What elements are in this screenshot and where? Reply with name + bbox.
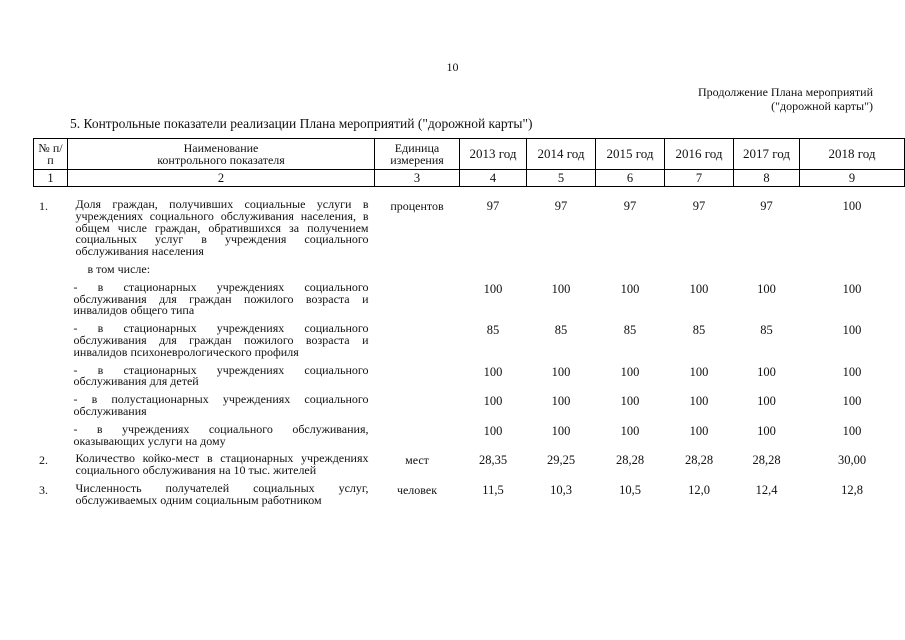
column-number-row <box>34 170 905 187</box>
value-2016 <box>665 264 734 282</box>
value-2013: 97 <box>486 199 500 213</box>
table-row <box>34 483 905 513</box>
value-2018: 12,8 <box>841 482 863 497</box>
indicator-unit <box>375 424 460 454</box>
value-2017: 12,4 <box>755 482 778 497</box>
indicator-name: Доля граждан, получивших социальные услуги в учреждениях социального обслуживания населения, в общем числе граждан, обратившихся за получением социальных услуг в учреждения социального обслуживания населения <box>75 197 369 259</box>
header-year: 2015 год <box>596 139 665 170</box>
column-number: 7 <box>665 170 734 187</box>
value-2013: 28,35 <box>478 453 508 468</box>
value-2013: 100 <box>483 364 503 379</box>
value-2017: 28,28 <box>752 453 781 468</box>
value-2016: 97 <box>692 199 706 213</box>
row-number <box>34 424 68 454</box>
indicator-name: в том числе: <box>87 261 151 276</box>
row-number <box>34 323 68 364</box>
value-2018: 100 <box>842 323 862 338</box>
value-2014: 85 <box>554 323 568 338</box>
value-2014: 97 <box>554 199 568 213</box>
value-2018: 100 <box>842 281 862 296</box>
header-unit-line-1: Единица <box>394 141 440 155</box>
value-2016: 100 <box>689 281 709 296</box>
row-number <box>34 365 68 395</box>
value-2018: 30,00 <box>837 453 867 468</box>
value-2015: 10,5 <box>619 482 641 497</box>
column-number: 1 <box>34 170 68 187</box>
column-number: 3 <box>375 170 460 187</box>
header-name-line-2: контрольного показателя <box>157 153 285 167</box>
header-year: 2016 год <box>665 139 734 170</box>
header-unit-line-2: измерения <box>390 153 444 167</box>
column-number: 6 <box>596 170 665 187</box>
value-2018: 100 <box>842 199 862 213</box>
row-number: 1. <box>39 199 48 213</box>
header-year: 2018 год <box>800 139 905 170</box>
value-2013: 100 <box>483 423 503 438</box>
indicator-name: - в стационарных учреждениях социального обслуживания для детей <box>73 362 369 389</box>
value-2014: 100 <box>551 364 571 379</box>
value-2015: 100 <box>620 394 640 409</box>
indicator-name: - в стационарных учреждениях социального обслуживания для граждан пожилого возраста и инвалидов психоневрологического профиля <box>73 321 369 359</box>
row-number <box>34 394 68 424</box>
header-num: № п/п <box>34 139 68 170</box>
header-year: 2014 год <box>527 139 596 170</box>
indicator-unit: мест <box>405 453 429 468</box>
value-2014: 100 <box>551 281 571 296</box>
value-2017: 100 <box>757 364 776 379</box>
value-2016: 85 <box>692 323 706 338</box>
header-year: 2013 год <box>460 139 527 170</box>
table-row <box>34 394 905 424</box>
value-2017: 100 <box>757 394 776 409</box>
value-2014 <box>527 264 596 282</box>
value-2014: 100 <box>551 394 571 409</box>
row-number: 3. <box>39 482 48 497</box>
value-2015: 85 <box>623 323 637 338</box>
indicator-name: Количество койко-мест в стационарных учреждениях социального обслуживания на 10 тыс. жителей <box>75 451 369 478</box>
indicator-unit <box>375 365 460 395</box>
column-number: 5 <box>527 170 596 187</box>
value-2018 <box>800 264 905 282</box>
table-row <box>34 365 905 395</box>
page-number: 10 <box>446 60 459 74</box>
value-2015: 28,28 <box>615 453 645 468</box>
value-2016: 28,28 <box>684 453 714 468</box>
value-2016: 100 <box>689 394 709 409</box>
header-year: 2017 год <box>734 139 800 170</box>
value-2017: 100 <box>757 281 776 296</box>
indicator-unit <box>375 394 460 424</box>
continuation-line-1: Продолжение Плана мероприятий <box>698 85 873 99</box>
value-2015 <box>596 264 665 282</box>
value-2015: 97 <box>623 199 637 213</box>
table-row <box>34 282 905 323</box>
value-2018: 100 <box>842 423 862 438</box>
value-2015: 100 <box>620 281 640 296</box>
indicator-unit: человек <box>396 482 438 497</box>
value-2018: 100 <box>842 364 862 379</box>
value-2018: 100 <box>842 394 862 409</box>
value-2014: 10,3 <box>550 482 572 497</box>
value-2013: 100 <box>483 281 503 296</box>
table-row <box>34 453 905 483</box>
indicator-name: - в учреждениях социального обслуживания, оказывающих услуги на дому <box>73 421 369 448</box>
continuation-note <box>698 85 873 113</box>
value-2013: 85 <box>486 323 500 338</box>
value-2017 <box>734 264 800 282</box>
row-number <box>34 282 68 323</box>
table-row <box>34 424 905 454</box>
section-title: 5. Контрольные показатели реализации Плана мероприятий ("дорожной карты") <box>70 116 533 131</box>
indicator-name: - в стационарных учреждениях социального обслуживания для граждан пожилого возраста и инвалидов общего типа <box>73 279 369 318</box>
value-2015: 100 <box>620 364 640 379</box>
column-number: 4 <box>460 170 527 187</box>
header-row <box>34 139 905 170</box>
indicator-name: Численность получателей социальных услуг, обслуживаемых одним социальным работником <box>75 480 369 507</box>
table-row <box>34 323 905 364</box>
value-2017: 85 <box>760 323 773 338</box>
value-2016: 100 <box>689 364 709 379</box>
header-name-line-1: Наименование <box>183 141 259 155</box>
value-2016: 12,0 <box>688 482 710 497</box>
value-2016: 100 <box>689 423 709 438</box>
indicator-unit <box>375 264 460 282</box>
value-2014: 29,25 <box>546 453 576 468</box>
column-number: 9 <box>800 170 905 187</box>
header-name <box>68 139 375 170</box>
value-2017: 100 <box>757 423 776 438</box>
indicators-table <box>33 138 905 513</box>
value-2014: 100 <box>551 423 571 438</box>
column-number: 8 <box>734 170 800 187</box>
value-2015: 100 <box>620 423 640 438</box>
value-2013 <box>460 264 527 282</box>
value-2017: 97 <box>760 199 773 213</box>
row-number <box>34 264 68 282</box>
table-row <box>34 199 905 264</box>
indicator-unit <box>375 282 460 323</box>
indicator-unit: процентов <box>390 199 444 213</box>
row-number: 2. <box>39 453 48 468</box>
value-2013: 11,5 <box>482 482 504 497</box>
continuation-line-2: ("дорожной карты") <box>771 99 873 113</box>
indicator-unit <box>375 323 460 364</box>
indicator-name: - в полустационарных учреждениях социального обслуживания <box>73 392 369 418</box>
header-unit <box>375 139 460 170</box>
column-number: 2 <box>68 170 375 187</box>
value-2013: 100 <box>483 394 503 409</box>
